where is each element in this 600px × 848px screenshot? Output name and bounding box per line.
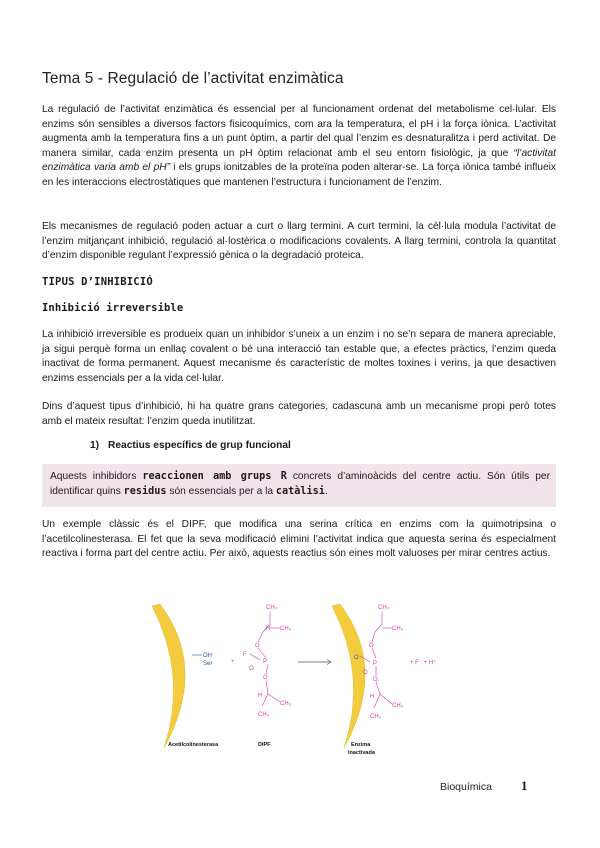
callout-text-4: . (324, 485, 328, 497)
callout-bold-1: reaccionen amb grups R (142, 471, 287, 482)
enzyme-crescent-left (152, 604, 185, 748)
mod-o-bottom: O (373, 677, 378, 683)
list-item (90, 440, 291, 451)
dipf-h-top: H (266, 626, 271, 632)
dipf-o-top: O (255, 643, 260, 649)
mod-h: H (370, 694, 375, 700)
callout-text-3: són essencials per a la (166, 485, 276, 497)
label-enzyme: Acetilcolinesterasa (168, 742, 219, 748)
dipf-o-bottom: O (263, 675, 268, 681)
sub-heading: Inhibició irreversible (42, 302, 184, 314)
dipf-ch3-top: CH₃ (266, 605, 278, 611)
callout-text-2: concrets d’aminoàcids del centre actiu. Són útils per identificar quins (50, 471, 550, 497)
label-inactive-2: inactivada (348, 750, 375, 756)
callout-box (42, 464, 556, 507)
mod-ch3-bottom-right: CH₃ (392, 703, 404, 709)
modified-molecule (372, 612, 392, 708)
intro-quote: “l’activitat enzimàtica varia amb el pH” (42, 147, 556, 174)
label-dipf: DIPF (258, 742, 271, 748)
list-label: Reactius específics de grup funcional (108, 440, 291, 451)
products-label: + F⁻ + H⁺ (410, 660, 437, 666)
mod-ch3-bottom: CH₃ (370, 714, 382, 720)
irreversible-paragraph: La inhibició irreversible es produeix quan un inhibidor s’uneix a un enzim i no se’n separa de manera apreciable, ja sigui perquè forma un enllaç covalent o bé una interacció tan estable que, a efectes pràctics, l’enzim queda inactivat de forma permanent. Aquest mecanisme és característic de moltes toxines i verins, ja que desactiven enzims essencials per a la vida cel·lular. (42, 329, 556, 384)
dipf-h-bottom: H (258, 693, 263, 699)
callout-bold-3: catàlisi (275, 485, 325, 497)
mod-ch3-right: CH₃ (392, 626, 404, 632)
page-number: 1 (521, 778, 528, 793)
page-title: Tema 5 - Regulació de l’activitat enzimàtica (42, 70, 344, 87)
callout-bold-2: residus (123, 485, 167, 497)
section-heading: TIPUS D’INHIBICIÓ (42, 276, 153, 288)
callout-text-1: Aquests inhibidors (50, 471, 143, 482)
dipf-p: P (263, 659, 268, 665)
intro-paragraph (42, 103, 556, 191)
mod-o-double: O (363, 670, 368, 676)
categories-paragraph: Dins d’aquest tipus d’inhibició, hi ha quatre grans categories, cadascuna amb un mecanisme propi però totes amb el mateix resultat: l’enzim queda inutilitzat. (42, 401, 556, 427)
list-number: 1) (90, 440, 100, 451)
dipf-ch3-right: CH₃ (280, 626, 292, 632)
mechanisms-paragraph: Els mecanismes de regulació poden actuar a curt o llarg termini. A curt termini, la cèl·lula modula l’activitat de l’enzim mitjançant inhibició, regulació al·lostèrica o modificacions covalents. A llarg termini, controla la quantitat d’enzim disponible regulant l’expressió gènica o la degradació proteica. (42, 221, 556, 262)
dipf-o-double: O (249, 666, 254, 672)
enzyme-crescent-right (332, 604, 365, 748)
plus-sign: + (231, 659, 235, 665)
dipf-paragraph: Un exemple clàssic és el DIPF, que modifica una serina crítica en enzims com la quimotripsina o l’acetilcolinesterasa. El fet que la seva modificació elimini l’activitat indica que aquesta serina és especialment reactiva i forma part del centre actiu. Per això, aquests reactius són eines molt valuoses per mirar centres actius. (42, 519, 556, 560)
dipf-f: F (243, 652, 247, 658)
ser-o-label: O (354, 655, 359, 661)
mod-ch3-top: CH₃ (378, 605, 390, 611)
dipf-ch3-bottom: CH₃ (258, 712, 270, 718)
label-inactive-1: Enzima (351, 742, 371, 748)
footer-label: Bioquímica (440, 781, 492, 793)
mod-p: P (373, 661, 378, 667)
dipf-reaction-figure (130, 598, 500, 763)
intro-text: La regulació de l’activitat enzimàtica és essencial per al funcionament ordenat del metabolisme cel·lular. Els enzims són sensibles a diversos factors fisicoquímics, com ara la temperatura, el pH i la força iònica. L’activitat augmenta amb la temperatura fins a un punt òptim, a partir del qual l’enzim es desnaturalitza i perd activitat. De manera similar, cada enzim presenta un pH òptim relacionat amb el seu entorn fisiològic, ja que (42, 104, 556, 159)
oh-label: OH (203, 653, 212, 659)
ser-label: Ser (203, 661, 213, 667)
mod-o-top: O (369, 643, 374, 649)
intro-rest: i els grups ionitzables de la proteïna poden alterar-se. La força iònica també influeix en les interaccions electrostàtiques que mantenen l’estructura i funcionament de l’enzim. (42, 162, 556, 188)
dipf-ch3-bottom-right: CH₃ (280, 701, 292, 707)
